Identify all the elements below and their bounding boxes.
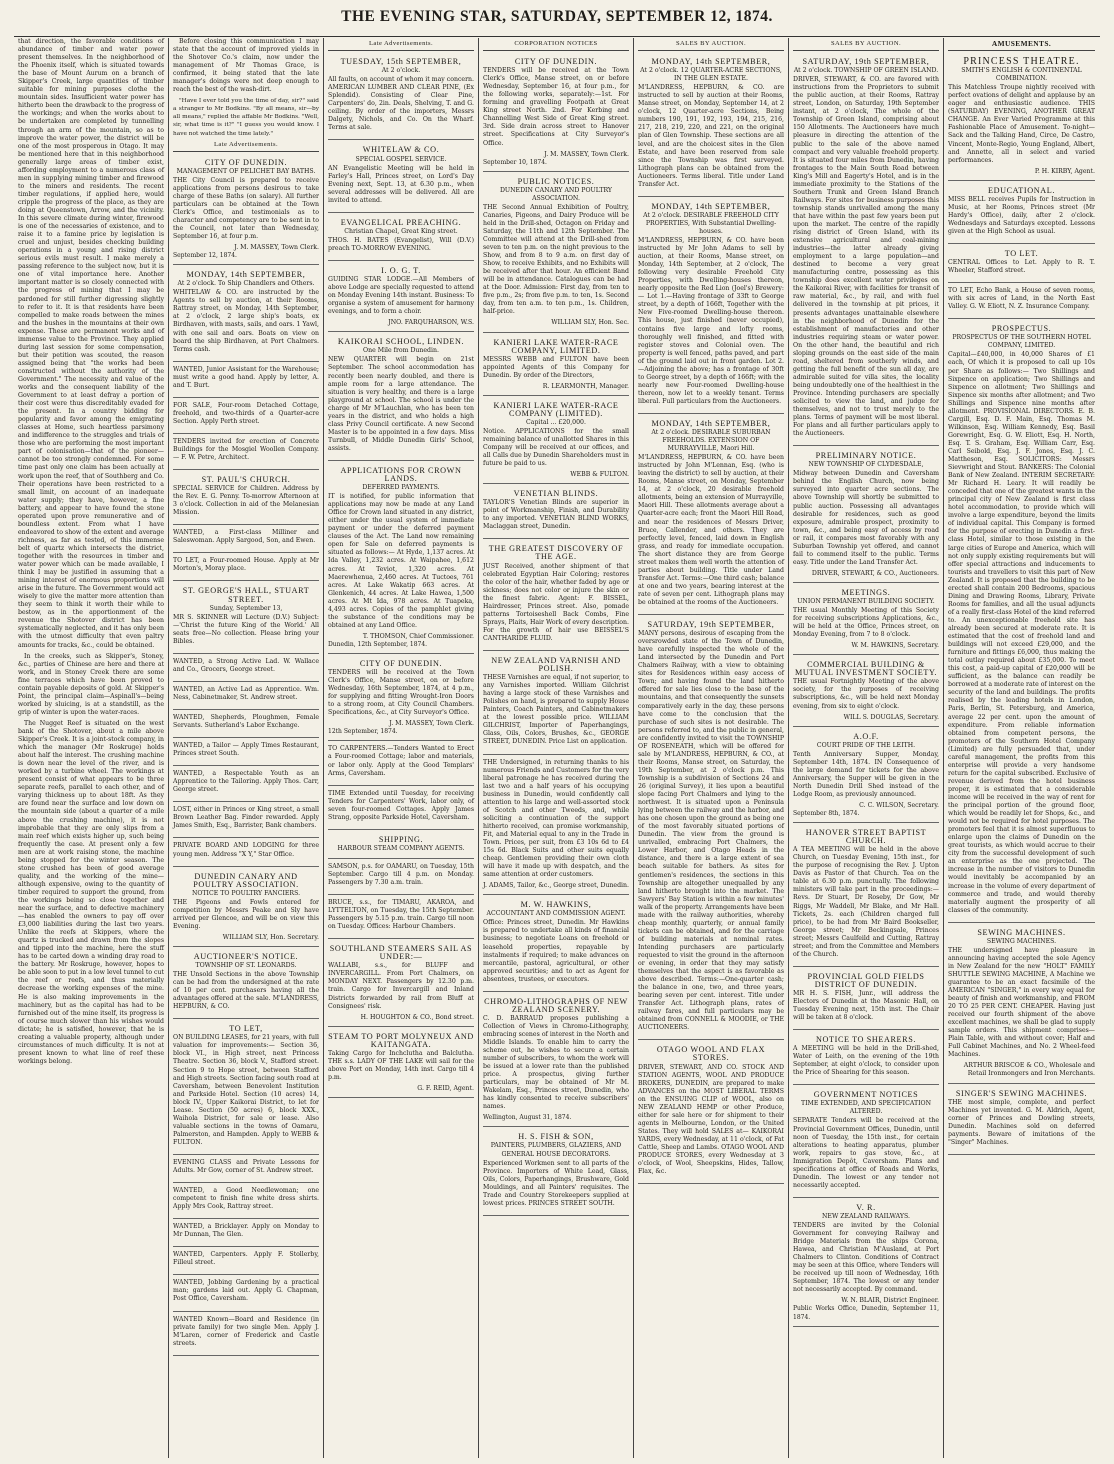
ad-title: ST. PAUL'S CHURCH. (201, 475, 291, 485)
advertisement (793, 969, 939, 1030)
ad-date: September 12, 1874. (173, 252, 237, 260)
ad-title: DUNEDIN CANARY AND POULTRY ASSOCIATION. (193, 871, 299, 889)
ad-title: PUBLIC NOTICES. (517, 176, 595, 186)
ad-body: MISS BELL receives Pupils for Instruction in Music, at her Rooms, Princes street (Mr Hardy's Office), daily, after 2 o'clock. Wednesdays and Saturdays excepted. Lessons given at the High School as usual. (948, 195, 1095, 235)
ad-body: TO LET, a Four-roomed House. Apply at Mr Morton's, Moray place. (173, 557, 319, 573)
advertisement (638, 416, 784, 615)
advertisement (328, 897, 474, 939)
ad-body: WANTED, a Respectable Youth as an Apprentice to the Tailoring. Apply Thos. Carr, George street. (173, 770, 319, 794)
advertisement (948, 246, 1095, 283)
ad-title: CHROMO-LITHOGRAPHS OF NEW ZEALAND SCENERY. (484, 996, 628, 1014)
advertisement (483, 757, 629, 896)
section-header: SALES BY AUCTION. (638, 40, 784, 51)
advertisement (173, 1157, 319, 1183)
ad-body: THE usual Fortnightly Meeting of the above society, for the purposes of receiving subscriptions, &c., will be held next Monday evening, from six to eight o'clock. (793, 678, 939, 710)
ad-body: LOST, either in Princes or King street, a small Brown Leather Bag. Finder rewarded. Apply James Smith, Esq., Barrister, Bank chambers. (173, 806, 319, 830)
ad-body: Notice. APPLICATIONS for the small remaining balance of unallotted Shares in this Company will be received at our offices, and all Calls due by Dunedin Shareholders must in future be paid to us. (483, 427, 630, 468)
ad-body: WANTED, a Strong Active Lad. W. Wallace and Co., Grocers, George street. (173, 657, 319, 673)
ad-title: AUCTIONEER'S NOTICE. (193, 951, 299, 961)
ad-title: EDUCATIONAL. (987, 185, 1055, 195)
ad-title: V. R. (856, 1202, 876, 1212)
advertisement (638, 54, 784, 197)
ad-subtitle: At 2 o'clock. DESIRABLE FREEHOLD CITY PROPERTIES, With Substantial Dwelling-houses. (643, 211, 779, 235)
ad-signature: W. M. HAWKINS, Secretary. (851, 642, 939, 650)
ad-title: EVANGELICAL PREACHING. (340, 217, 462, 227)
ad-title: HANOVER STREET BAPTIST CHURCH. (805, 828, 927, 846)
ad-date: September 8th, 1874. (793, 810, 860, 818)
advertisement (173, 472, 319, 525)
advertisement (483, 1129, 629, 1215)
ad-title: SINGER'S SEWING MACHINES. (955, 1088, 1088, 1098)
newspaper-title: THE EVENING STAR, SATURDAY, SEPTEMBER 12, 1874. (341, 8, 773, 25)
ad-title: I. O. G. T. (381, 265, 421, 275)
ad-title: NOTICE TO SHEARERS. (815, 1035, 917, 1045)
advertisement (173, 555, 319, 581)
advertisement (948, 285, 1095, 319)
ad-date: Dunedin, 12th September, 1874. (328, 640, 428, 648)
ad-body: WALLABI, s.s., for BLUFF and INVERCARGILL. From Port Chalmers, on MONDAY NEXT. Passengers by 12.30 p.m. train. Cargo for Invercargill and Inland Districts forwarded by rail from Bluff at Consignees' risk. (328, 962, 474, 1010)
ad-body: MESSRS WEBB and FULTON have been appointed Agents of this Company for Dunedin. By order of the Directors, (483, 355, 629, 379)
ad-signature: DRIVER, STEWART, & CO., Auctioneers. (811, 569, 939, 577)
ad-body: THE Second Annual Exhibition of Poultry, Canaries, Pigeons, and Dairy Produce will be held in the Drill-shed, Octagon on Friday and Saturday, the 11th and 12th September. The Committee will attend at the Drill-shed from seven to ten p.m. on the night previous to the Show, and from 8 to 9 a.m. on first day of Show, to receive Exhibits, and no Exhibits will be received after that hour. An efficient Band will be in attendance. Catalogues can be had at the Door. Admission: First day, from ten to five p.m., 2s; from five p.m. to ten, 1s. Second day, from ten a.m. to ten p.m., 1s. Children, half-price. (483, 203, 629, 316)
ad-title: KAIKORAI SCHOOL, LINDEN. (337, 337, 465, 347)
ad-subtitle: TIME EXTENDED, AND SPECIFICATION ALTERED. (800, 1100, 932, 1116)
ad-body: IT is notified, for public information that applications may now be made at any Land Office for Crown land situated in any district, either under the usual system of immediate payment or under the deferred payment clauses of the Act. The Land now remaining open for Sale on deferred payments is situated as follows:— At Hyde, 1,137 acres. At Ida Valley, 1,232 acres. At Waipahee, 1,612 acres. At Teviot, 1,320 acres. At Maerewhenua, 2,460 acres. At Tuctoes, 761 acres. At Lake Wakatip 663 acres. At Glenkenich, 44 acres. At Lake Hawea, 1,500 acres. At Mt Ida, 978 acres. At Tuapeka, 4,493 acres. Copies of the pamphlet giving the substance of the conditions may be obtained at any Land Office. (328, 493, 474, 629)
ad-body: TAYLOR'S Venetian Blinds are superior in point of Workmanship, Finish, and Durability to any imported. VENETIAN BLIND WORKS, Maclaggan street, Dunedin. (483, 499, 629, 531)
ad-subtitle: PROSPECTUS OF THE SOUTHERN HOTEL COMPANY, LIMITED. (952, 334, 1091, 350)
ad-subtitle: SEWING MACHINES. (986, 937, 1057, 945)
advertisement (638, 199, 784, 414)
ad-body: TENDERS are invited by the Colonial Government for conveying Railway and Bridge Materials from the ships Corona, Hawea, and Christian M'Ausland, at Port Chalmers to Clinton. Conditions of Contract may be seen at this Office, where Tenders will be received up till noon of Wednesday, 16th September, 1874. The lowest or any tender not necessarily accepted. By command. (793, 1222, 939, 1294)
advertisement (173, 1221, 319, 1247)
advertisement (948, 54, 1095, 181)
ad-title: TO LET, (229, 1024, 263, 1034)
ad-body: WANTED, an Active Lad as Apprentice. Wm. Ness, Cabinetmaker, St. Andrew street. (173, 685, 319, 701)
column-2 (169, 38, 324, 1458)
ad-subtitle: At 2 o'clock. DESIRABLE SUBURBAN FREEHOLDS. EXTENSION OF MURRAYVILLE, Maori Hill. (651, 429, 771, 453)
ad-body: SAMSON, p.s. for OAMARU, on Tuesday, 15th September. Cargo till 4 p.m. on Monday. Passengers by 7.30 a.m. train. (328, 862, 474, 886)
advertisement (173, 583, 319, 653)
ad-subtitle: MANAGEMENT OF PELICHET BAY BATHS. (176, 167, 316, 175)
advertisement (173, 1249, 319, 1275)
ad-title: MEETINGS. (841, 587, 891, 597)
ad-subtitle: HARBOUR STEAM COMPANY AGENTS. (337, 844, 465, 852)
ad-signature: P. H. KIRBY, Agent. (1034, 167, 1095, 175)
ad-subtitle: Capital ... £20,000. (526, 418, 586, 426)
ad-title: VENETIAN BLINDS. (513, 489, 599, 499)
ad-signature: C. C. WILSON, Secretary. (859, 801, 939, 809)
advertisement (483, 653, 629, 755)
ad-signature: WILL S. DOUGLAS, Secretary. (843, 713, 939, 721)
advertisement (793, 1200, 939, 1327)
ad-subtitle: PAINTERS, PLUMBERS, GLAZIERS, AND GENERAL HOUSE DECORATORS. (490, 1142, 622, 1158)
ad-title: OTAGO WOOL AND FLAX STORES. (656, 1045, 766, 1063)
ad-signature: T. THOMSON, Chief Commissioner. (362, 632, 474, 640)
ad-signature: G. F. REID, Agent. (417, 1084, 474, 1092)
ad-body: Tenth Anniversary Supper, Monday, September 14th, 1874. IN Consequence of the large demand for tickets for the above Anniversary, the Supper will be given in the North Dunedin Drill Shed instead of the Lodge Room, as previously announced. (793, 750, 939, 798)
ad-body: THE City Council is prepared to receive applications from persons desirous to take charge of these Baths (on salary). All further particulars can be obtained at the Town Clerk's Office, and testimonials as to character and competency are to be sent in to the Council, not later than Wednesday, September 16, at four p.m. (173, 176, 319, 241)
ad-body: THOS. H. BATES (Evangelist), Will (D.V.) preach TO-MORROW EVENING. (328, 236, 474, 252)
ad-subtitle: NEW ZEALAND RAILWAYS. (822, 1212, 910, 1220)
ad-title: TO LET. (1004, 248, 1039, 258)
ad-title: SATURDAY, 19th SEPTEMBER, (802, 57, 930, 67)
ad-body: WANTED, a Tailor — Apply Times Restaurant, Princes street South. (173, 742, 319, 758)
ad-subtitle: ACCOUNTANT AND COMMISSION AGENT. (486, 910, 626, 918)
ad-body: TO LET, Echo Bank, a House of seven rooms, with six acres of Land, in the North East Valley. G. W. Eliott, N. Z. Insurance Company. (948, 287, 1095, 311)
advertisement (638, 617, 784, 1040)
advertisement (483, 54, 629, 172)
ad-title: WHITELAW & CO. (362, 145, 440, 155)
ad-title: MONDAY, 14th SEPTEMBER, (186, 270, 306, 280)
advertisement (173, 1314, 319, 1356)
ad-title: KANIERI LAKE WATER-RACE COMPANY, LIMITED. (493, 337, 619, 355)
ad-body: PRIVATE BOARD AND LODGING for three young men. Address "X Y," Star Office. (173, 842, 319, 858)
ad-body: WANTED, Jobbing Gardening by a practical man; gardens laid out. Apply G. Chapman, Post Office, Caversham. (173, 1279, 319, 1303)
advertisement (173, 364, 319, 398)
column-7 (944, 38, 1099, 1458)
advertisement (948, 183, 1095, 244)
advertisement (173, 684, 319, 710)
ad-body: WANTED, a Bricklayer. Apply on Monday to Mr Dunnan, The Glen. (173, 1223, 319, 1239)
ad-signature: J. M. MASSEY, Town Clerk. (389, 720, 474, 728)
advertisement (793, 54, 939, 446)
advertisement (948, 321, 1095, 922)
ad-body: SPECIAL SERVICE for Children. Address by the Rev. E. G. Penny. To-morrow Afternoon at 3 o'clock. Collection in aid of the Melanesian Mission. (173, 485, 319, 517)
ad-subtitle: Christian Chapel, Great King street. (344, 227, 458, 235)
ad-body: CENTRAL Offices to Let. Apply to R. T. Wheeler, Stafford street. (948, 259, 1095, 275)
ad-body: THE Pigeons and Fowls entered for competition by Messrs Peake and Sly have arrived per Glencoe, and will be on view this Evening. (173, 898, 319, 930)
ad-body: WANTED, Shepherds, Ploughmen, Female Servants. Sutherland's Labor Exchange. (173, 714, 319, 730)
advertisement (173, 1185, 319, 1219)
advertisement (173, 740, 319, 766)
ad-title: STEAM TO PORT MOLYNEUX AND KAITANGATA. (328, 1031, 474, 1049)
ad-title: H. S. FISH & SON, (518, 1132, 594, 1142)
ad-body: Taking Cargo for Inchclutha and Balclutha. THE s.s. LADY OF THE LAKE will sail for the above Port on Monday, 14th inst. Cargo till 4 p.m. (328, 1049, 474, 1081)
advertisement (173, 840, 319, 866)
ad-signature: H. HOUGHTON & CO., Bond street. (360, 1013, 474, 1021)
ad-subtitle: Sunday, September 13, (209, 604, 283, 612)
ad-body: DRIVER, STEWART, & CO. are favored with instructions from the Proprietors to submit the public auction, at their Rooms, Rattray street, London, on Saturday, 19th September instant, at 2 o'clock, The whole of the Township of Green Island, comprising about 150 Allotments. The Auctioneers have much pleasure in directing the attention of the public to the sale of the above named compact and very valuable freehold property. It is situated four miles from Dunedin, having frontages to the Main South Road between King's Mill and Eagerty's Hotel, and is in the immediate proximity to the Stations of the Southern Trunk and Green Island Branch Railways. For sites for business purposes this township stands unrivalled among the many that have within the past few years been put upon the market. The centre of the rapidly rising district of Green Island, with its extensive agricultural and coal-mining industries—the latter already giving employment to a large population—and destined to become a very great manufacturing centre, possessing as this township does excellent water privileges on the Kaikorai River, with facilities for transit of raw material, &c., by rail, and with fuel delivered in the township at pit prices, it presents advantages unattainable elsewhere in the neighborhood of Dunedin for the establishment of manufactories and other industries requiring steam or water power. On the other hand, the beautiful and rich sloping grounds on the east side of the main road, sheltered from southerly winds, and getting the full benefit of the sun all day, are admirable suited for villa sites, the locality being undoubtedly one of the healthiest in the Province. Intending purchasers are specially solicited to view the land, and judge for themselves, and not to trust merely to the plans. Terms of payment will be most liberal. For plans and all further particulars apply to the Auctioneers. (793, 76, 939, 438)
ad-signature: R. LEARMONTH, Manager. (542, 382, 629, 390)
ad-title: SEWING MACHINES. (977, 927, 1066, 937)
ad-body: Experienced Workmen sent to all parts of the Province. Importers of White Lead, Glass, Oils, Colors, Paperhangings, Brushware, Gold Mouldings, and all Painters' requisites. The Trade and Country Storekeepers supplied at lowest prices. PRINCES STREET SOUTH. (483, 1159, 629, 1207)
ad-subtitle: DEFERRED PAYMENTS. (362, 484, 440, 492)
advertisement (483, 994, 629, 1128)
ad-body: C. D. BARRAUD proposes publishing a Collection of Views in Chromo-Lithography, embracing scenes of interest in the North and Middle Islands. To enable him to carry the scheme out, he wishes to secure a certain number of subscribers, to whom the work will be issued at a lower rate than the published price. A prospectus, giving further particulars, may be obtained of Mr M. Wakelam, Esq., Princes street, Dunedin, who has kindly consented to receive subscribers' names. (483, 1014, 629, 1111)
advertisement (328, 941, 474, 1026)
ad-title: SATURDAY, 19th SEPTEMBER, (647, 620, 775, 630)
ad-subtitle: One Mile from Dunedin. (363, 347, 439, 355)
article-text: The Nugget Reef is situated on the west bank of the Shotover, about a mile above Skipper's Creek. It is a joint-stock company, in which the manager (Mr Roskruge) holds about half the interest. The crushing machine is down near the level of the river, and is worked by a turbine wheel. The workings at present consist of what appears to be three separate reefs, parallel to each other, and of varying thickness up to about 18ft. As they are found near the surface and low down on the mountain side (about a quarter of a mile above the crushing machine), it is not improbable that they are only slips from a main reef which exists higher up, such being frequently the case. At present only a few men are at work raising stone, the machine being stopped for the winter season. The stone crushed has been of good average quality, and the working of the mine—although expensive, owing to the quantity of timber required to support the ground, from the workings being so close together and near the surface, and to defective machinery—has enabled the owners to pay off over £3,000 liabilities during the last two years. Unlike the reefs at Skippers, where the quartz is trucked and drawn from the slopes and tipped into the machine, here the stuff has to be carted down a winding dray road to the battery. Mr Roskruge, however, hopes to be able soon to put in a low level tunnel to cut the reef or reefs, and thus materially decrease the working expenses of the mine. He is also making improvements in the machinery, but as the capital has had to be furnished out of the mine itself, its progress is of course much slower than his wishes would dictate; he is satisfied, however, that he is creating a valuable property, although under circumstances of much difficulty. It is not at present known to what line of reef these workings belong. (18, 719, 164, 1065)
ad-body: WANTED, Junior Assistant for the Warehouse; must write a good hand. Apply by letter, A. and T. Burt. (173, 365, 319, 389)
ad-body: THESE Varnishes are equal, if not superior, to any Varnishes imported. William Gilchrist having a large stock of these Varnishes and Polishes on hand, is prepared to supply House Painters, Coach Painters, and Cabinetmakers at the lowest possible price. WILLIAM GILCHRIST, Importer of Paperhangings, Glass, Oils, Colors, Brushes, &c., GEORGE STREET, DUNEDIN. Price List on application. (483, 674, 629, 746)
ad-title: SHIPPING. (378, 834, 424, 844)
advertisement (483, 897, 629, 991)
ad-title: CITY OF DUNEDIN. (514, 57, 598, 67)
ad-subtitle: At 2 o'clock. (381, 67, 421, 75)
advertisement (328, 142, 474, 212)
ad-body: GUIDING STAR LODGE.—All Members of above Lodge are specially requested to attend on Monday Evening 14th instant. Business: To organise a system of amusement for harmony evenings, and to form a choir. (328, 276, 474, 316)
ad-date: September 10, 1874. (483, 158, 547, 166)
advertisement (328, 463, 474, 654)
ad-subtitle: COURT PRIDE OF THE LEITH. (816, 741, 916, 749)
advertisement (483, 541, 629, 651)
ad-body: This Matchless Troupe nightly received with perfect ovations of delight and applause by an eager and enthusiastic audience. THIS (SATURDAY) EVENING, ANOTHER GREAT CHANGE. An Ever Varied Programme at this Fashionable Place of Amusement. To-night—Sack and the Talking Hand, Circe, De Castro, Vincent, Monte-Regio, Young England, Albert, and Annette, all in select and varied performances. (948, 84, 1095, 164)
section-header: Late Advertisements. (328, 40, 474, 51)
ad-body: Midway between Dunedin and Caversham behind the English Church, now being surveyed into quarter acre sections. The above Township will shortly be submitted to public auction. Possessing all advantages desirable for residences, such as good exposure, admirable prospect, proximity to town, &c., and being easy of access by road or rail, it compares most favorably with any Suburban Township yet offered, and cannot fail to commend itself to the public. Terms easy. Title under the Land Transfer Act. (793, 470, 939, 566)
advertisement (793, 657, 939, 726)
column-4 (479, 38, 634, 1458)
advertisement (173, 1021, 319, 1155)
ad-body: M'LANDRESS, HEPBURN, & CO. have been instructed by Mr John Adams to sell by auction, at their Rooms, Manse street, on Monday, 14th September, at 2 o'clock, The following very desirable Freehold City Properties, with Dwelling-houses thereon, nearly opposite the Red Lion (Joel's) Brewery:— Lot 1.—Having frontage of 33ft to George street, by a depth of 166ft, Together with the New Five-roomed Dwelling-house thereon. This house, just finished (never occupied), contains five large and lofty rooms, thoroughly well finished, and fitted with register stoves and Colonial oven. The property is well fenced, paths paved, and part of the ground laid out in front garden. Lot 2.—Adjoining the above; has a frontage of 30ft to George street, by a depth of 166ft; with the nearly new Four-roomed Dwelling-house thereon, now let to a weekly tenant. Terms liberal. Full particulars from the Auctioneers. (638, 236, 784, 405)
ad-title: MONDAY, 14th SEPTEMBER, (651, 57, 771, 67)
ad-body: All faults, on account of whom it may concern. AMERICAN LUMBER AND CLEAR PINE, (Ex Splendid). Consisting of Clear Pine, Carpenters' do, 2in. Deals, Shelving, T. and G. ceiling. By order of the importers, Messrs Dalgety, Nichols, and Co. On the Wharf. Terms at sale. (328, 76, 474, 132)
ad-body: TENDERS will be received at the Town Clerk's Office, Manse street, on or before Wednesday, September 16, at four p.m., for the following works, separately:—1st. For forming and gravelling Footpath at Great King street North. 2nd. For Kerbing and Channelling West Side of Great King street. 3rd. Side drain across street to Hanover street. Specifications at City Surveyor's Office. (483, 67, 629, 147)
ad-body: MR S. SKINNER will Lecture (D.V.) Subject:—'Christ the future King of the World.' All seats free—No collection. Please bring your Bibles. (173, 613, 319, 645)
ad-title: COMMERCIAL BUILDING & MUTUAL INVESTMENT SOCIETY. (794, 660, 938, 678)
ad-title: TUESDAY, 15th SEPTEMBER, (340, 57, 462, 67)
advertisement (483, 335, 629, 396)
ad-date: 12th September, 1874. (328, 728, 398, 736)
advertisement (328, 215, 474, 261)
column-1 (14, 38, 169, 1458)
article-text: that direction, the favorable conditions of abundance of timber and water power present themselves. In the neighborhood of the Phoenix itself, which is situated towards the base of Mount Aurum on a branch of Skipper's Creek, large quantities of timber suitable for mining purposes clothe the mountain sides. Insufficient water power has hitherto been the drawback to the progress of the workings; and when the works about to be undertaken are completed by tunnelling through an arm of the mountain, so as to improve the water power, the district will be one of the most prosperous in Otago. It may be mentioned here that in this neighborhood generally large areas of timber exist, affording employment to a numerous class of men in supplying mining timber and firewood to the miners and residents. The recent timber regulations, if applied here, would cripple the progress of the place, as they are doing at Queenstown, Arrow, and the vicinity. In this severe climate during winter, firewood is one of the necessaries of existence, and to raise it to a famine price by legislation is cruel and unjust, besides checking building operations in a young and rising district serious evils must result. I make merely a passing reference to the subject now, but it is one of vital importance here. Another important matter is so closely connected with the progress of mining that I may be pardoned for still further digressing slightly to refer to it. It is that residents have been compelled to make roads between the mines and the bushes in the mountains at their own expense. These are permanent works and of immense value to the Province. They applied during last session for some compensation, but their petition was scouted, the reason assigned being that "the works had been constructed without the authority of the Government." The necessity and value of the works and the consequent liability of the Government to at least defray a portion of their cost were thus discreditably evaded for the present. In a country bidding for popularity and favor among the emigrating classes at Home, such heartless parsimony and indifference to the struggles and trials of those who are performing the most important part of colonisation—that of the pioneer—cannot be too strongly condemned. For some time past only one claim has been actually at work upon the reef, that of Southberg and Co. Their operations have been restricted to a small limit, on account of an inadequate water supply; they have, however, a fine battery, and appear to have found the stone operated upon prove remunerative and of boundless extent. From what I have endeavored to show of the extent and average richness, as far as tested, of this immense belt of quartz which intersects the district, together with the resources in timber and water power which can be made available, I think I may be justified in assuming that a mining interest of enormous proportions will arise in the future. The Government would act wisely to give the matter more attention than they seem to think it worth their while to bestow, as in the apportionment of the revenue the Shotover district has been systematically neglected, and it has only been with the utmost difficulty that even paltry amounts for tracks, &c., could be obtained. (18, 38, 164, 649)
ad-subtitle: NOTICE TO POULTRY FANCIERS. (191, 889, 301, 897)
advertisement (328, 861, 474, 895)
advertisement (328, 334, 474, 461)
advertisement (483, 398, 629, 484)
ad-date: Public Works Office, Dunedin, September 11, 1874. (793, 1305, 939, 1321)
ad-title: SOUTHLAND STEAMERS SAIL AS UNDER:— (329, 944, 473, 962)
ad-body: MANY persons, desirous of escaping from the oversrowded state of the Town of Dunedin, have carefully inspected the whole of the Land intersected by the Dunedin and Port Chalmers Railway, with a view to obtaining sites for Residences within easy access of Town; and having found the land hitherto offered for sale lies close to the base of the mountains, and that consequently the sunsets comparatively early in the day, these persons have come to the conclusion that the purchase of such sites is not desirable. The persons referred to, and the public in general, are confidently invited to visit the TOWNSHIP OF ROSENEATH, which will be offered for sale by M'LANDRESS, HEPBURN, & CO., at their Rooms, Manse street, on Saturday, the 19th September, at 2 o'clock p.m. This Township is a subdivision of Sections 24 and 26 (original Survey), it lies upon a beautiful slope facing Port Chalmers and lying to the northwest. It is situated upon a Peninsula lying between the railway and the harbor, and has one chosen upon the ground as being one of the most favorably situated portions of Dunedin. The view from the ground is unrivalled, embracing Port Chalmers, the Lower Harbor, and Otago Heads in the distance, and there is a large extent of sea beach suitable for bathers. As sites for gentlemen's residences, the sections in this Township are altogether unequalled by any land hitherto brought into the market. The Sawyers' Bay Station is within a few minutes' walk of the property. Arrangements have been made with the railway authorities, whereby cheap monthly, quarterly, or annual family tickets can be obtained, and for the carriage of building materials at nominal rates. Intending purchasers are particularly requested to visit the ground in the afternoon or evening, in order that they may satisfy themselves that the aspect is as favorable as above described. Terms:—One-quarter cash; the balance in one, two, and three years, bearing seven per cent. interest. Title under Transfer Act. Lithograph plans, rates of railway fares, and full particulars may be obtained from CONNELL & MOODIE, or THE AUCTIONEERS. (638, 630, 784, 1032)
column-3 (324, 38, 479, 1458)
advertisement (173, 768, 319, 802)
ad-body: FOR SALE, Four-room Detached Cottage, freehold, and two-thirds of a Quarter-acre Section. Apply Perth street. (173, 401, 319, 425)
ad-signature: WEBB & FULTON. (570, 471, 629, 479)
ad-title: PROSPECTUS. (991, 324, 1052, 334)
ad-body: WANTED Known—Board and Residence (in private family) for two single Men. Apply J. M'Laren, corner of Frederick and Castle streets. (173, 1315, 319, 1347)
ad-signature: WILLIAM SLY, Hon. Sec. (551, 319, 629, 327)
ad-title: NEW ZEALAND VARNISH AND POLISH. (491, 656, 621, 674)
ad-body: NEW QUARTER will begin on 21st September. The school accommodation has recently been nearly doubled, and there is ample room for a large attendance. The situation is very healthy, and there is a large playground at school. The school is under the charge of Mr M'Lauchlan, who has been ten years in the district, and who holds a high class Privy Council certificate. A new Second Master is to be appointed in a few days. Miss Turnbull, of Middle Dunedin Girls' School, assists. (328, 356, 474, 452)
advertisement (793, 1032, 939, 1085)
ad-subtitle: UNION PERMANENT BUILDING SOCIETY. (797, 598, 935, 605)
advertisement (483, 486, 629, 539)
ads-list (173, 155, 319, 1356)
advertisement (948, 925, 1095, 1084)
advertisement (173, 869, 319, 947)
article-text: In the creeks, such as Skipper's, Stoney, &c., parties of Chinese are here and there at work, and in Stoney Creek there are some fine terraces which have been proved to contain payable deposits of gold. At Skipper's Point, the principal claim—Aspinall's—being worked by sluicing, is at a standstill, as the grip of winter is upon the water-races. (18, 652, 164, 716)
ad-body: SEPARATE Tenders will be received at the Provincial Government Offices, Dunedin, until noon of Tuesday, the 15th inst., for certain alterations to heating apparatus, plumber work, repairs to gas stove, &c., at Immigration Depôt, Caversham. Plans and specifications at office of Roads and Works, Dunedin. The lowest or any tender not necessarily accepted. (793, 1117, 939, 1189)
column-6 (789, 38, 944, 1458)
masthead (0, 0, 1114, 38)
ad-body: DRIVER, STEWART, AND CO. STOCK AND STATION AGENTS, WOOL AND PRODUCE BROKERS, DUNEDIN, are prepared to make ADVANCES on the MOST LIBERAL TERMS on the ENSUING CLIP of WOOL, also on NEW ZEALAND HEMP or other Produce, either for sale here or for shipment to their agents in Melbourne, London, or the United States. They will hold SALES at— KAIKORAI YARDS, every Wednesday, at 11 o'clock, of Fat Cattle, Sheep and Lambs. OTAGO WOOL AND PRODUCE STORES, every Wednesday at 3 o'clock, of Wool, Sheepskins, Hides, Tallow, Flax, &c. (638, 1063, 784, 1176)
ad-body: ON BUILDING LEASES, for 21 years, with full valuation for improvements:— Section 36, block VI., in High street, next Princess Theatre. Section 36, block V., Stafford street. Section 9 to Hope street, between Stafford and High streets. Section facing south road at Caversham, between Benevolent Institution and Parkside Hotel. Section (10 acres) 14, block IV., Upper Kaikorai District, to let for Lease. Section (50 acres) 6, block XXX., Waihola District, for sale or lease. Also valuable sections in the towns of Oamaru, Palmerston, and Hampden. Apply to WEBB & FULTON. (173, 1034, 319, 1146)
page-columns (14, 38, 1100, 1458)
ad-title: PRINCESS THEATRE. (963, 56, 1080, 68)
ad-subtitle: DUNEDIN CANARY AND POULTRY ASSOCIATION. (499, 186, 613, 202)
ad-body: WANTED, Carpenters. Apply F. Stollerby, Filleul street. (173, 1251, 319, 1267)
ads-list (948, 54, 1095, 1155)
ad-body: BRUCE, s.s., for TIMARU, AKAROA, and LYTTELTON, on Tuesday, the 15th September. Passengers by 5.15 p.m. train. Cargo till noon on Tuesday. Offices: Harbour Chambers. (328, 899, 474, 931)
ad-signature: J. M. MASSEY, Town Clerk. (234, 244, 319, 252)
ads-list (328, 54, 474, 1098)
advertisement (173, 436, 319, 470)
ad-body: THE Undersigned, in returning thanks to his numerous Friends and Customers for the very liberal patronage he has received during the last two and a half years of his occupying business in Dunedin, would confidently call attention to his large and well-assorted stock of Scotch and other Tweeds, and, while soliciting a continuation of the support hitherto received, can promise workmanship, Fit, and Material equal to any in the Trade in Town. Prices, per suit, from £3 10s 6d to £4 15s 6d. Black Suits and other suits equally cheap. Gentlemen providing their own cloth will have it made up with despatch, and the same attention at order customers. (483, 758, 629, 879)
ad-body: TENDERS invited for erection of Concrete Buildings for the Mosgiel Woollen Company. — F. W. Petre, Architect. (173, 437, 319, 462)
ad-body: JUST Received, another shipment of that celebrated Egyptian Hair Coloring; restores the color of the hair, whether faded by age or sickness; does not color or injure the skin or the finest fabric. Agent: F. BISSEL, Hairdresser, Princes street. Also, pomade patterns Tortoiseshell Back Combs, Fine Sprays, Plaits, Hair Work of every description. For the growth of hair use BEISSEL'S CANTHARIDE FLUID. (483, 562, 629, 642)
ad-date: Wellington, August 31, 1874. (483, 1114, 572, 1122)
ad-signature: W. N. BLAIR, District Engineer. (841, 1297, 939, 1305)
advertisement (173, 712, 319, 738)
ad-body: WHITELAW & CO. are instructed by the Agents to sell by auction, at their Rooms, Rattray street, on Monday, 14th September, at 2 o'clock, 2 large ship's boats, ex Birdhaven, with masts, sails, and oars. 1 Yawl, with one sail and oars. Boats on view on board the ship Birdhaven, at Port Chalmers. Terms cash. (173, 289, 319, 353)
ad-signature: JNO. FARQUHARSON, W.S. (388, 319, 474, 327)
ad-body: TENDERS will be received at the Town Clerk's Office, Manse street, on or before Wednesday, 16th September, 1874, at 4 p.m., for supplying and fitting Wrought-Iron Doors to a strong room, at City Council Chambers. Specifications, &c., at City Surveyor's Office. (328, 669, 474, 717)
ad-title: PRELIMINARY NOTICE. (815, 451, 917, 461)
ad-title: PROVINCIAL GOLD FIELDS DISTRICT OF DUNEDIN. (807, 971, 925, 989)
advertisement (328, 743, 474, 785)
ad-title: CITY OF DUNEDIN. (359, 659, 443, 668)
section-header: SALES BY AUCTION. (793, 40, 939, 51)
ads-list (638, 54, 784, 1184)
advertisement (328, 832, 474, 859)
advertisement (793, 585, 939, 655)
ad-title: CITY OF DUNEDIN. (204, 157, 288, 167)
section-header: CORPORATION NOTICES (483, 40, 629, 51)
ad-signature: ARTHUR BRISCOE & CO., Wholesale and Retail Ironmongers and Iron Merchants. (963, 1062, 1095, 1078)
ad-body: MR H. S. FISH, Junr., will address the Electors of Dunedin at the Masonic Hall, on Tuesday Evening next, 15th inst. The Chair will be taken at 8 o'clock. (793, 989, 939, 1022)
ad-body: Office: Princes street, Dunedin. Mr Hawkins is prepared to undertake all kinds of financial business; to negotiate Loans on freehold or leasehold properties, repayable by instalments if required; to make advances on mercantile, pastoral, agricultural, or other approved securities; and to act as Agent for absentees, trustees, or executors. (483, 919, 629, 983)
advertisement (793, 729, 939, 823)
advertisement (328, 1029, 474, 1098)
section-header: AMUSEMENTS. (948, 40, 1095, 51)
ad-body: M'LANDRESS, HEPBURN, & CO. are instructed to sell by auction at their Rooms, Manse street, on Monday, September 14, at 2 o'clock, 12 Quarter-acre Sections, Being numbers 190, 191, 192, 193, 194, 215, 216, 217, 218, 219, 220, and 221, on the original plan of Glen Township. These sections are all level, and are the choicest sites in the Glen Estate, and have been reserved from sale since the Township was first surveyed. Lithograph plans can be obtained from the Auctioneers. Terms liberal. Title under Land Transfer Act. (638, 84, 784, 188)
advertisement (793, 825, 939, 967)
section-header: Late Advertisements. (173, 141, 319, 152)
ad-subtitle: NEW TOWNSHIP OF CLYDESDALE, (808, 461, 924, 469)
ad-subtitle: SMITH'S ENGLISH & CONTINENTAL COMBINATION. (961, 67, 1082, 83)
ad-body: EVENING CLASS and Private Lessons for Adults. Mr Gow, corner of St. Andrew street. (173, 1158, 319, 1175)
ad-title: A.O.F. (853, 731, 879, 741)
ad-body: WANTED, a First-class Milliner and Saleswoman. Apply Sargood, Son, and Ewen. (173, 529, 319, 545)
ad-title: GOVERNMENT NOTICES (813, 1090, 919, 1100)
ad-title: M. W. HAWKINS, (520, 900, 592, 910)
ad-signature: J. ADAMS, Tailor, &c., George street, Dunedin. (483, 882, 629, 890)
ad-subtitle: At 2 o'clock. To Ship Chandlers and Others. (177, 280, 315, 288)
advertisement (173, 155, 319, 266)
advertisement (638, 1042, 784, 1184)
ad-body: Capital—£40,000, in 40,000 Shares of £1 each, Of which it is proposed to call up 10s per Share as follows:— Two Shillings and Sixpence on application; Two Shillings and Sixpence on allotment; Two Shillings and Sixpence six months after allotment; and Two Shillings and Sixpence nine months after allotment. PROVISIONAL DIRECTORS. E. B. Cargill, Esq. D. F. Main, Esq. Thomas M. Wilkinson, Esq. William Kennedy, Esq. Basil Gorewright, Esq. G. W. Eliott, Esq. H. North, Esq. T. S. Graham, Esq. William Carr, Esq. Carl Seibold, Esq. J. F. Jones, Esq. J. C. Mattheson, Esq. SOLICITORS: Messrs Sievwright and Stout. BANKERS: The Colonial Bank of New Zealand. INTERIM SECRETARY: Mr Richard H. Leary. It will readily be conceded that one of the greatest wants in the principal city of New Zealand is first class hotel accommodation, to provide which will involve a large expenditure, beyond the limits of individual capital. This Company is formed for the purpose of erecting in Dunedin a first-class Hotel, similar to those existing in the large cities of Europe and America, which will not only supply existing requirements but will offer special attractions and inducements to tourists and travellers to visit this part of New Zealand. It is proposed that the building to be erected shall contain 200 Bedrooms, spacious Dining and Drawing Rooms, Library, Private Rooms for families, and all the usual adjuncts of a really first-class Hotel of the kind referred to. An unexceptionable freehold site has already been secured at moderate rate. It is estimated that the cost of freehold land and buildings will not exceed £29,000, and the furniture and fittings £6,000, thus making the total outlay required about £35,000. To meet this cost, a paid-up capital of £20,000 will be sufficient, as the balance can readily be borrowed at a moderate rate of interest on the security of the land and buildings. The profits realised by the leading hotels in London, Paris, Berlin, St. Petersburg, and America, average 22 per cent. upon the amount of expenditure. From reliable information obtained from competent persons, the promoters of the Southern Hotel Company (Limited) are fully persuaded that, under careful management, the profits from this enterprise will provide a very handsome return for the capital subscribed. Exclusive of revenue derived from the hotel business proper, it is estimated that a considerable income will be received in the way of rent for the principal portion of the ground floor, which would be readily let for Shops, &c., and would not be required for hotel purposes. The promoters feel that it is almost superfluous to enlarge upon the claims of Dunedin on the great tourists, as which would accrue to their city from the successful development of such an enterprise as the one projected. The increase in the number of visitors to Dunedin would inevitably be accompanied by an increase in the volume of every department of commerce and trade, and would thereby materially augment the prosperity of all classes of the community. (948, 351, 1095, 914)
ad-body: TO CARPENTERS.—Tenders Wanted to Erect a Four-roomed Cottage; labor and materials, or labor only. Apply at the Good Templars' Arms, Caversham. (328, 745, 474, 777)
anecdote: "Have I ever told you the time of day, sir?" said a stranger to Mr Bodkins. "By all means, sir—by all means," replied the affable Mr Bodkins. "Well, sir, what time is it?" "I guess you would know. I have not watched the time lately." (173, 98, 319, 137)
masthead-rule (14, 36, 1100, 37)
advertisement (793, 1087, 939, 1198)
ad-body: M'LANDRESS, HEPBURN, & CO. have been instructed by John M'Lennan, Esq. (who is leaving the district) to sell by auction, at their Rooms, Manse street, on Monday, September 14, at 2 o'clock, 20 desirable freehold allotments, being an extension of Murrayville, Maori Hill. These allotments average about a Quarter-acre each; front the Maori Hill Road, and near the residences of Messrs Driver, Bruce, Callender, and others. They are perfectly level, fenced, laid down in English grass, and ready for immediate occupation. The short distance they are from George street makes them well worth the attention of parties about building. Title under Land Transfer Act. Terms:—One third cash; balance at one and two years, bearing interest at the rate of seven per cent. Lithograph plans may be obtained at the rooms of the Auctioneers. (638, 454, 784, 606)
ads-list (793, 54, 939, 1327)
advertisement (328, 54, 474, 140)
ad-signature: J. M. MASSEY, Town Clerk. (544, 150, 629, 158)
advertisement (328, 656, 474, 741)
advertisement (173, 527, 319, 553)
ad-subtitle: At 2 o'clock. TOWNSHIP OF GREEN ISLAND. (793, 67, 939, 75)
ad-signature: WILLIAM SLY, Hon. Secretary. (222, 933, 319, 941)
advertisement (173, 400, 319, 434)
advertisement (173, 949, 319, 1019)
ad-body: THE usual Monthly Meeting of this Society for receiving subscriptions Applications, &c., will be held at the Office, Princes street, on Monday Evening, from 7 to 8 o'clock. (793, 607, 939, 639)
ad-body: THE most simple, complete, and perfect Machines yet invented. G. M. Aldrich, Agent, corner of Princes and Dowling streets, Dunedin. Machines sold on deferred payments. Beware of imitations of the "Singer" Machines. (948, 1098, 1095, 1146)
ad-title: ST. GEORGE'S HALL, STUART STREET. (182, 586, 310, 604)
advertisement (483, 174, 629, 333)
ad-subtitle: At 2 o'clock. 12 QUARTER-ACRE SECTIONS, IN THE GLEN ESTATE. (640, 67, 782, 83)
ad-title: MONDAY, 14th SEPTEMBER, (651, 201, 771, 211)
advertisement (328, 263, 474, 332)
article-text: Before closing this communication I may state that the account of improved yields in the Shotover Co.'s claim, now under the management of Mr Thomas Grace, is confirmed, it being stated that the late manager's doings were not deep enough to reach the best of the wash-dirt. (173, 38, 319, 94)
advertisement (328, 788, 474, 830)
ad-body: THE undersigned have pleasure in announcing having accepted the sole Agency in New Zealand for the new "HOLT" FAMILY SHUTTLE SEWING MACHINE, A Machine we guarantee to be an exact facsimile of the AMERICAN "SINGER," in every way equal for beauty of finish and workmanship, and FROM 20 TO 25 PER CENT. CHEAPER. Having just received our fourth shipment of the above excellent machines, we shall be glad to supply sample orders. This shipment comprises—Plain Table, with and without cover; Half and Full Cabinet Machines, and No. 2 Wheel-feed Machines. (948, 946, 1095, 1059)
ad-title: THE GREATEST DISCOVERY OF THE AGE. (488, 544, 624, 562)
ad-title: MONDAY, 14th SEPTEMBER, (651, 418, 771, 428)
ad-subtitle: SPECIAL GOSPEL SERVICE. (355, 155, 447, 163)
ad-subtitle: TOWNSHIP OF ST. LEONARDS. (195, 961, 297, 969)
ad-body: WANTED, a Good Needlewoman; one competent to finish fine white dress shirts. Apply Mrs Cook, Rattray street. (173, 1187, 319, 1211)
ad-title: APPLICATIONS FOR CROWN LANDS. (340, 465, 462, 484)
ad-body: THE Unsold Sections in the above Township can be had from the undersigned at the rate of 10 per cent. purchasers having all the advantages offered at the sale. M'LANDRESS, HEPBURN, & CO. (173, 971, 319, 1011)
ad-body: AN Evangelistic Meeting will be held in Farley's Hall, Princes street, on Lord's Day Evening next, Sept. 13, at 6.30 p.m., when several addresses will be delivered. All are invited to attend. (328, 164, 474, 204)
advertisement (173, 1277, 319, 1311)
advertisement (173, 267, 319, 361)
ads-list (483, 54, 629, 1216)
ad-body: A MEETING will be held in the Drill-shed, Water of Leith, on the evening of the 19th September, at eight o'clock, to consider upon the Price of Shearing for this season. (793, 1045, 939, 1077)
ad-title: KANIERI LAKE WATER-RACE COMPANY (LIMITED). (493, 400, 619, 418)
ad-body: A TEA MEETING will be held in the above Church, on Tuesday Evening, 15th inst., for the purpose of recognising the Rev. J. Upton Davis as Pastor of that Church. Tea on the table at 6.30 p.m. punctually. The following ministers will take part in the proceedings:—Revs. Dr Stuart, Dr Roseby, Dr Gow, Mr Riggs, Mr Waddell, Mr Blake, and Mr Hall. Tickets, 2s. each (Children charged full price), to be had from Mr Baird Bookseller, George street; Mr Beckingsale, Princes street; Messrs Caulfeild and Cutting, Rattray street; and from the Committee and Members of the Church. (793, 846, 939, 958)
ad-body: TIME Extended until Tuesday, for receiving Tenders for Carpenters' Work, labor only, of seven four-roomed Cottages. Apply James Strang, opposite Parkside Hotel, Caversham. (328, 789, 474, 821)
advertisement (948, 1086, 1095, 1155)
advertisement (173, 656, 319, 682)
advertisement (793, 448, 939, 583)
column-5 (634, 38, 789, 1458)
advertisement (173, 804, 319, 838)
